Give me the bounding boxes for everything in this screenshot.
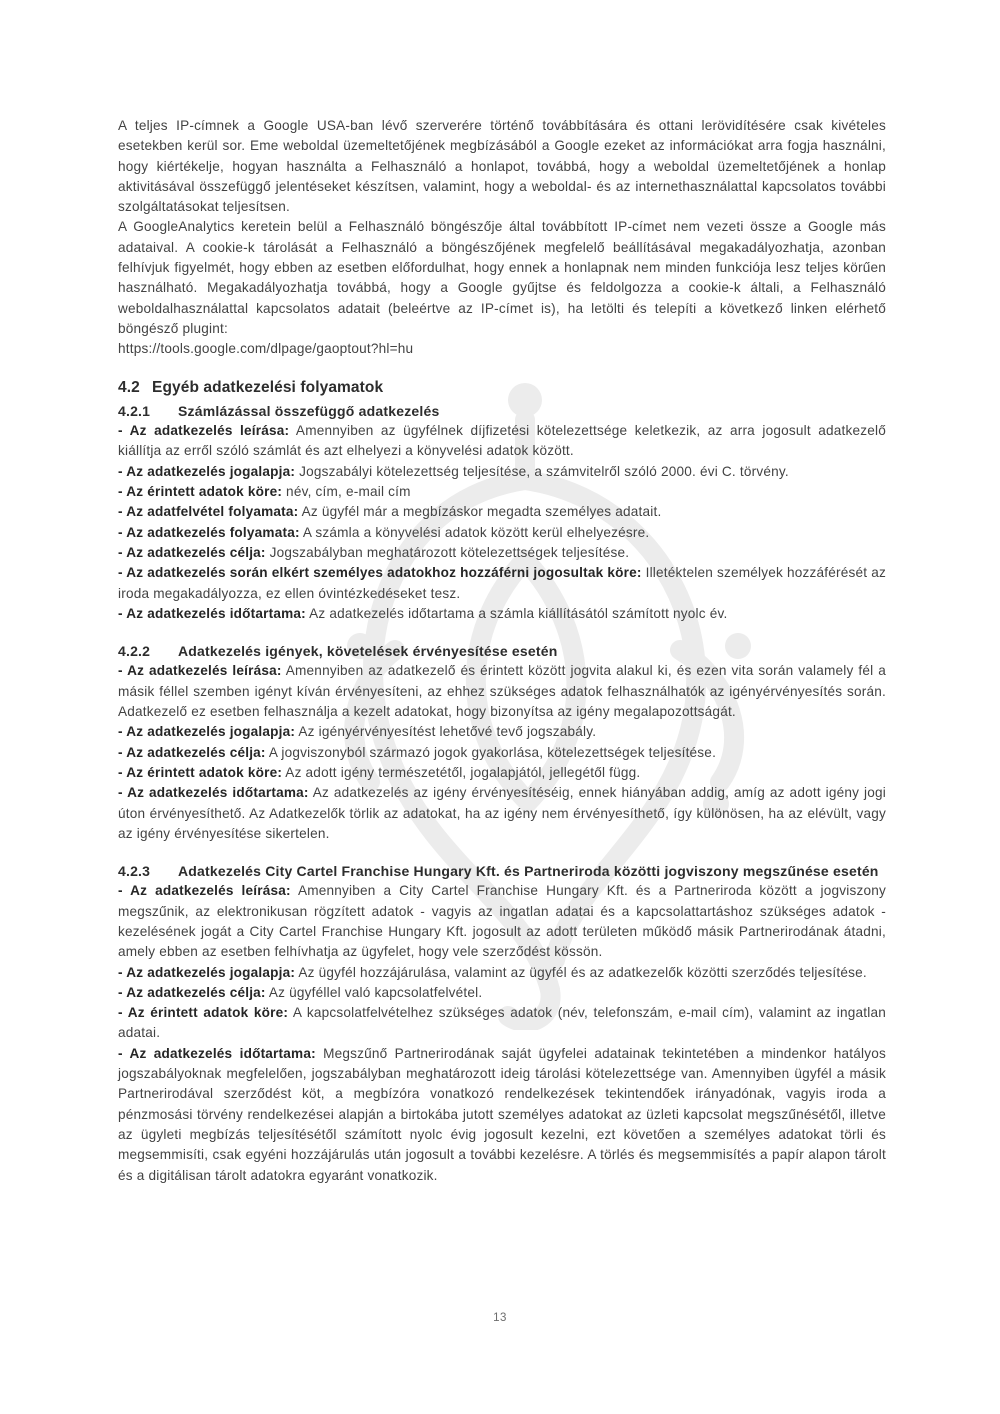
item-text: Amennyiben az adatkezelő és érintett között jogvita alakul ki, és ezen vita során valamely fél a másik féllel szemben igényt kíván érvényesíteni, az ehhez szükséges adatok felhasználhatók az igényérvényesítés során. Adatkezelő ez esetben felhasználja a kezelt adatokat, hogy bizonyítsa az igény megalapozottságát.: [118, 663, 886, 720]
item-text: Az adatkezelés időtartama a számla kiállításától számított nyolc év.: [305, 605, 728, 621]
policy-item-purpose: [118, 543, 886, 563]
item-label: - Az adatkezelés jogalapja:: [118, 964, 296, 980]
item-text: név, cím, e-mail cím: [282, 484, 411, 500]
policy-item-access-rights: [118, 563, 886, 604]
item-text: Amennyiben a City Cartel Franchise Hungary Kft. és a Partneriroda között a jogviszony megszűnik, az elektronikusan rögzített adatok - vagyis az ingatlan adatai és a kapcsolattartáshoz szükséges adatok - kezelésének jogát a City Cartel Franchise Hungary Kft. jogosult az adott területen működő másik Partnerirodának átadni, amely ebben az esetben felhívhatja az ügyfelet, hogy vele szerződést kössön.: [118, 883, 886, 960]
section-title: Adatkezelés City Cartel Franchise Hungary Kft. és Partneriroda közötti jogviszony megszűnése esetén: [178, 863, 879, 880]
section-title: Adatkezelés igények, követelések érvényesítése esetén: [178, 643, 558, 660]
policy-item-duration: [118, 783, 886, 844]
item-label: - Az adatkezelés célja:: [118, 744, 266, 760]
policy-item-duration: [118, 1044, 886, 1186]
section-4-2-1-heading: [118, 401, 886, 421]
item-text: Az ügyfél hozzájárulása, valamint az ügyfél és az adatkezelők közötti szerződés teljesítése.: [295, 964, 867, 980]
policy-item-description: [118, 881, 886, 962]
item-text: Az adott igény természetétől, jogalapjától, jellegétől függ.: [282, 764, 641, 780]
item-text: Illetéktelen személyek hozzáférését az iroda megakadályozza, ez ellen óvintézkedéseket tesz.: [118, 565, 887, 601]
policy-item-data-scope: [118, 1003, 886, 1044]
item-text: Megszűnő Partnerirodának saját ügyfelei adatainak tekintetében a mindenkor hatályos jogszabályoknak megfelelően, jogszabályban meghatározott ideig tárolási kötelezettsége van. Amennyiben ügyfél a másik Partnerirodával szerződést köt, a megbízóra vonatkozó rendelkezések tekintendőek irányadónak, vagyis iroda a pénzmosási törvény rendelkezései alapján a birtokába jutott személyes adatokat az üzleti kapcsolat megszűnésétől, illetve az ügyleti megbízás teljesítésétől számított nyolc évig jogosult kezelni, ezt követően a személyes adatokat törli és megsemmisíti, csak egyéni hozzájárulás után jogosult a további kezelésre. A törlés és megsemmisítés a papír alapon tárolt és a digitálisan tárolt adatokra egyaránt vonatkozik.: [118, 1045, 886, 1183]
item-text: Az ügyféllel való kapcsolatfelvétel.: [265, 984, 483, 1000]
item-label: - Az adatkezelés jogalapja:: [118, 463, 296, 479]
item-label: - Az érintett adatok köre:: [118, 484, 283, 500]
section-title: Számlázással összefüggő adatkezelés: [178, 402, 440, 419]
policy-item-data-scope: [118, 482, 886, 502]
item-text: A számla a könyvelési adatok között kerül elhelyezésre.: [299, 524, 650, 540]
policy-item-processing-process: [118, 523, 886, 543]
document-body: [118, 116, 886, 1186]
section-number: 4.2.3: [118, 863, 151, 880]
policy-item-description: [118, 421, 886, 462]
section-number: 4.2.1: [118, 402, 151, 419]
item-label: - Az adatkezelés folyamata:: [118, 524, 300, 540]
item-label: - Az adatkezelés leírása:: [118, 663, 282, 679]
item-text: Jogszabályi kötelezettség teljesítése, a számvitelről szóló 2000. évi C. törvény.: [295, 463, 789, 479]
policy-item-purpose: [118, 743, 886, 763]
item-text: Az adatkezelés az igény érvényesítéséig, ennek hiányában addig, amíg az adott igény jogi úton érvényesíthető. Az Adatkezelők törlik az adatokat, ha az igény nem érvényesíthető, így különösen, ha az elévült, vagy az igény érvényesítése sikertelen.: [118, 785, 887, 841]
policy-item-data-scope: [118, 763, 886, 783]
item-label: - Az adatkezelés leírása:: [118, 883, 291, 899]
optout-link[interactable]: https://tools.google.com/dlpage/gaoptout?hl=hu: [118, 341, 414, 357]
policy-item-legal-basis: [118, 462, 886, 482]
item-label: - Az adatkezelés célja:: [118, 984, 266, 1000]
item-label: - Az adatfelvétel folyamata:: [118, 504, 299, 520]
intro-paragraph-2: A GoogleAnalytics keretein belül a Felhasználó böngészője által továbbított IP-címet nem vezeti össze a Google más adataival. A cookie-k tárolását a Felhasználó a böngészőjének megfelelő beállításával megakadályozhatja, azonban felhívjuk figyelmét, hogy ebben az esetben előfordulhat, hogy ennek a honlapnak nem minden funkciója lesz teljes körűen használható. Megakadályozhatja továbbá, hogy a Google gyűjtse és feldolgozza a cookie-k általi, a Felhasználó weboldalhasználattal kapcsolatos adatait (beleértve az IP-címet is), ha letölti és telepíti a következő linken elérhető böngésző plugint:: [118, 219, 886, 336]
item-text: A kapcsolatfelvételhez szükséges adatok (név, telefonszám, e-mail cím), valamint az ingatlan adatai.: [118, 1005, 886, 1041]
section-number: 4.2: [118, 378, 140, 396]
item-text: Amennyiben az ügyfélnek díjfizetési kötelezettsége keletkezik, az arra jogosult adatkezelő kiállítja az erről szóló számlát és azt elhelyezi a könyvelési adatok között.: [118, 423, 886, 459]
item-label: - Az adatkezelés időtartama:: [118, 605, 306, 621]
policy-item-collection-process: [118, 502, 886, 522]
item-text: Az ügyfél már a megbízáskor megadta személyes adatait.: [298, 504, 662, 520]
page-number: 13: [493, 1312, 507, 1324]
item-text: A jogviszonyból származó jogok gyakorlása, kötelezettségek teljesítése.: [265, 744, 717, 760]
item-label: - Az érintett adatok köre:: [118, 764, 283, 780]
policy-item-description: [118, 661, 886, 722]
item-label: - Az adatkezelés időtartama:: [118, 1045, 316, 1061]
section-4-2-heading: [118, 378, 886, 398]
item-label: - Az adatkezelés időtartama:: [118, 785, 309, 801]
policy-item-purpose: [118, 983, 886, 1003]
policy-item-legal-basis: [118, 963, 886, 983]
intro-paragraph-1: A teljes IP-címnek a Google USA-ban lévő szerverére történő továbbítására és ottani lerövidítésére csak kivételes esetekben kerül sor. Eme weboldal üzemeltetőjének megbízásából a Google ezeket az információkat arra fogja használni, hogy kiértékelje, hogyan használta a Felhasználó a honlapot, továbbá, hogy a weboldal üzemeltetőjének a honlap aktivitásával összefüggő jelentéseket készítsen, valamint, hogy a weboldal- és az internethasználattal kapcsolatos további szolgáltatásokat teljesítsen.: [118, 118, 886, 215]
section-title: Egyéb adatkezelési folyamatok: [152, 378, 384, 396]
item-label: - Az adatkezelés jogalapja:: [118, 724, 296, 740]
item-text: Az igényérvényesítést lehetővé tevő jogszabály.: [295, 724, 597, 740]
section-number: 4.2.2: [118, 643, 151, 660]
item-label: - Az érintett adatok köre:: [118, 1005, 289, 1021]
section-4-2-3-heading: [118, 861, 886, 881]
item-label: - Az adatkezelés célja:: [118, 544, 266, 560]
policy-item-duration: [118, 604, 886, 624]
section-4-2-2-heading: [118, 641, 886, 661]
item-text: Jogszabályban meghatározott kötelezettségek teljesítése.: [265, 544, 630, 560]
item-label: - Az adatkezelés során elkért személyes adatokhoz hozzáférni jogosultak köre:: [118, 565, 642, 581]
policy-item-legal-basis: [118, 722, 886, 742]
item-label: - Az adatkezelés leírása:: [118, 423, 290, 439]
